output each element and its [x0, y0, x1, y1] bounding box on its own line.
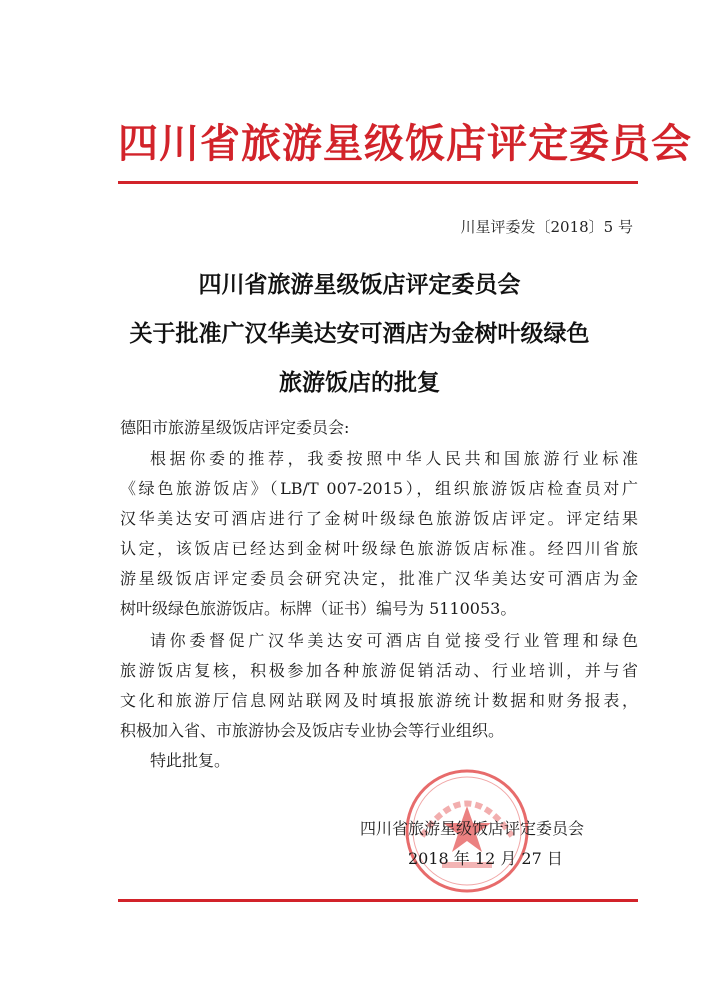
document-title-line-2: 关于批准广汉华美达安可酒店为金树叶级绿色 [129, 321, 590, 347]
signatory-organization: 四川省旅游星级饭店评定委员会 [360, 819, 585, 838]
body-line: 《绿色旅游饭店》（LB/T 007-2015），组织旅游饭店检查员对广 [120, 479, 638, 498]
closing-line: 特此批复。 [150, 751, 231, 770]
document-title-line-3: 旅游饭店的批复 [279, 370, 440, 396]
body-line: 汉华美达安可酒店进行了金树叶级绿色旅游饭店评定。评定结果 [120, 509, 638, 528]
document-title-line-1: 四川省旅游星级饭店评定委员会 [198, 272, 521, 298]
document-number: 川星评委发〔2018〕5 号 [460, 218, 633, 236]
body-line: 积极加入省、市旅游协会及饭店专业协会等行业组织。 [120, 721, 505, 740]
body-line: 认定，该饭店已经达到金树叶级绿色旅游饭店标准。经四川省旅 [120, 539, 638, 558]
issuer-header: 四川省旅游星级饭店评定委员会 [118, 120, 692, 167]
body-line: 请你委督促广汉华美达安可酒店自觉接受行业管理和绿色 [150, 631, 638, 650]
body-line: 根据你委的推荐，我委按照中华人民共和国旅游行业标准 [150, 449, 638, 468]
body-line: 游星级饭店评定委员会研究决定，批准广汉华美达安可酒店为金 [120, 569, 638, 588]
body-line: 树叶级绿色旅游饭店。标牌（证书）编号为 5110053。 [120, 599, 517, 618]
header-red-rule [118, 181, 638, 184]
signature-date: 2018 年 12 月 27 日 [408, 849, 563, 868]
salutation: 德阳市旅游星级饭店评定委员会: [120, 418, 350, 437]
body-line: 文化和旅游厅信息网站联网及时填报旅游统计数据和财务报表， [120, 691, 638, 710]
footer-red-rule [118, 899, 638, 902]
body-line: 旅游饭店复核，积极参加各种旅游促销活动、行业培训，并与省 [120, 661, 638, 680]
